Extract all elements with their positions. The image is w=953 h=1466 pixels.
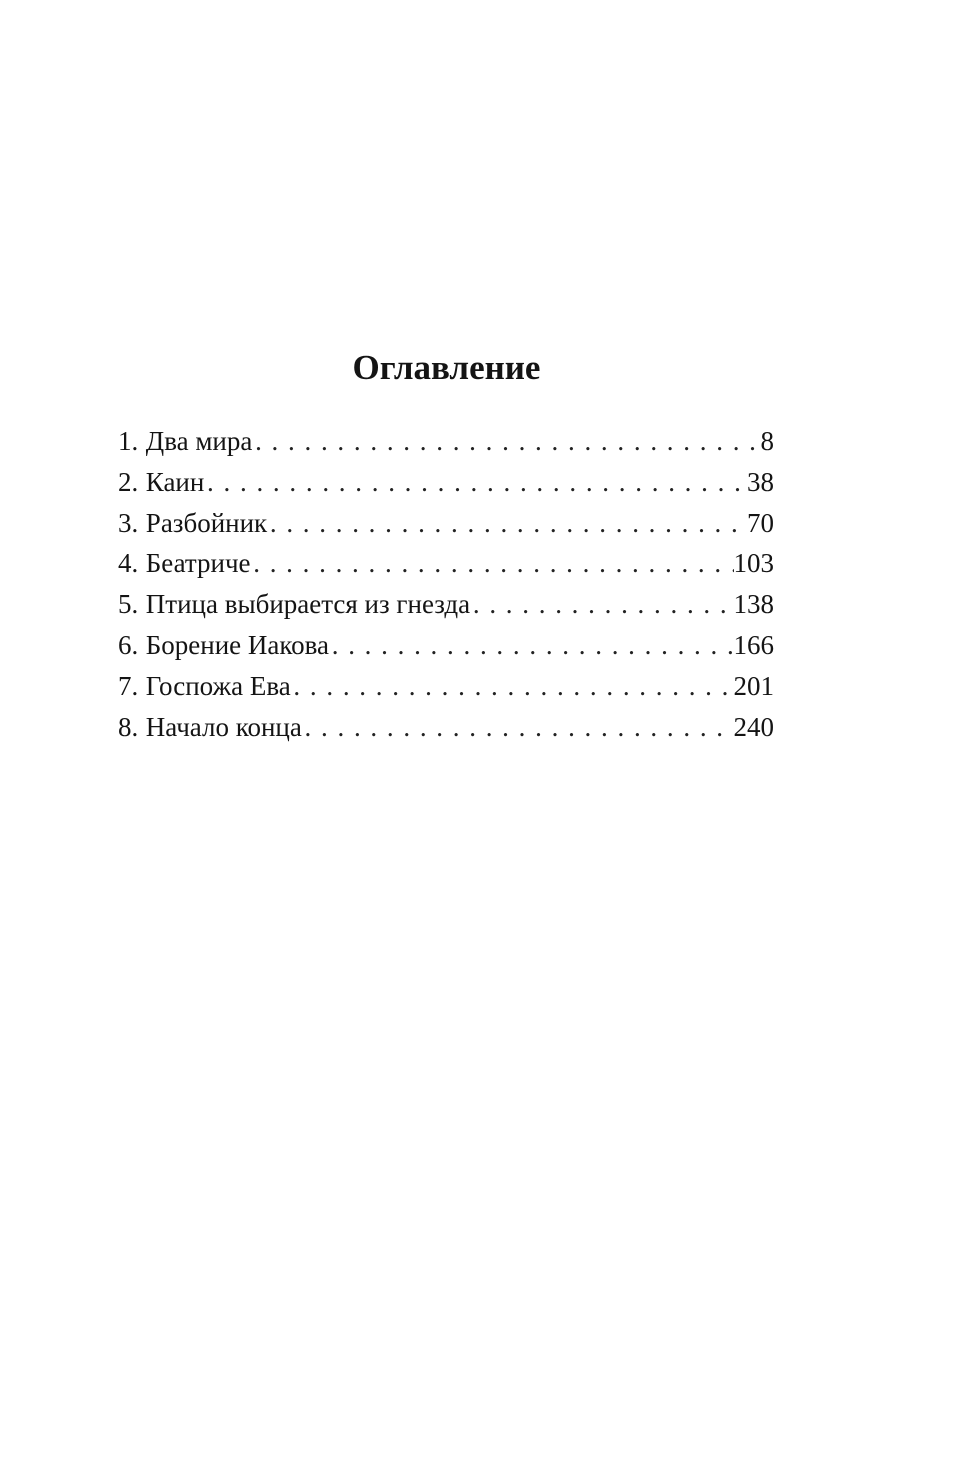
toc-entry-title: Разбойник [145, 507, 268, 538]
toc-dot-leader [470, 584, 733, 624]
toc-entry [118, 503, 774, 544]
toc-entry-label [118, 462, 204, 502]
toc-entry-title: Начало конца [145, 711, 302, 742]
toc-entry-label [118, 421, 252, 461]
toc-dot-leader [251, 543, 734, 583]
toc-entry [118, 543, 774, 584]
toc-entry-number: 8. [118, 711, 139, 742]
page-title: Оглавление [352, 348, 541, 387]
toc-entry-number: 3. [118, 507, 139, 538]
toc-dot-leader [252, 421, 760, 461]
toc-dot-leader [267, 503, 747, 543]
toc-entry-label [118, 707, 302, 747]
toc-entry-number: 4. [118, 548, 139, 579]
toc-entry-number: 2. [118, 466, 139, 497]
toc-entry-page: 38 [747, 466, 774, 497]
toc-entry [118, 625, 774, 666]
toc-entry-label [118, 666, 291, 706]
toc-entry-page: 8 [760, 426, 774, 456]
toc-entry-page: 166 [733, 629, 774, 660]
toc-entry-number: 1. [118, 426, 139, 456]
toc-entry [118, 707, 774, 748]
toc-entry [118, 666, 774, 707]
toc-entry-title: Борение Иакова [145, 629, 330, 660]
toc-entry-number: 6. [118, 629, 139, 660]
toc-entry-title: Госпожа Ева [145, 670, 291, 701]
toc-entry-label [118, 503, 267, 543]
toc-entry-label [118, 543, 251, 583]
toc-entry-page: 240 [733, 711, 774, 742]
toc-entry [118, 462, 774, 503]
table-of-contents [118, 421, 774, 747]
toc-entry-title: Каин [145, 466, 205, 497]
toc-entry-page: 70 [747, 507, 774, 538]
toc-dot-leader [329, 625, 733, 665]
toc-entry-title: Птица выбирается из гнезда [145, 589, 471, 620]
toc-entry-label [118, 584, 470, 624]
toc-entry-title: Два мира [145, 426, 253, 456]
toc-entry-title: Беатриче [145, 548, 251, 579]
toc-dot-leader [291, 666, 734, 706]
toc-entry-page: 103 [733, 548, 774, 579]
toc-entry [118, 421, 774, 462]
toc-entry [118, 584, 774, 625]
toc-entry-label [118, 625, 329, 665]
toc-entry-number: 5. [118, 589, 139, 620]
toc-entry-page: 138 [733, 589, 774, 620]
toc-dot-leader [302, 707, 734, 747]
toc-dot-leader [204, 462, 747, 502]
toc-entry-page: 201 [733, 670, 774, 701]
toc-entry-number: 7. [118, 670, 139, 701]
